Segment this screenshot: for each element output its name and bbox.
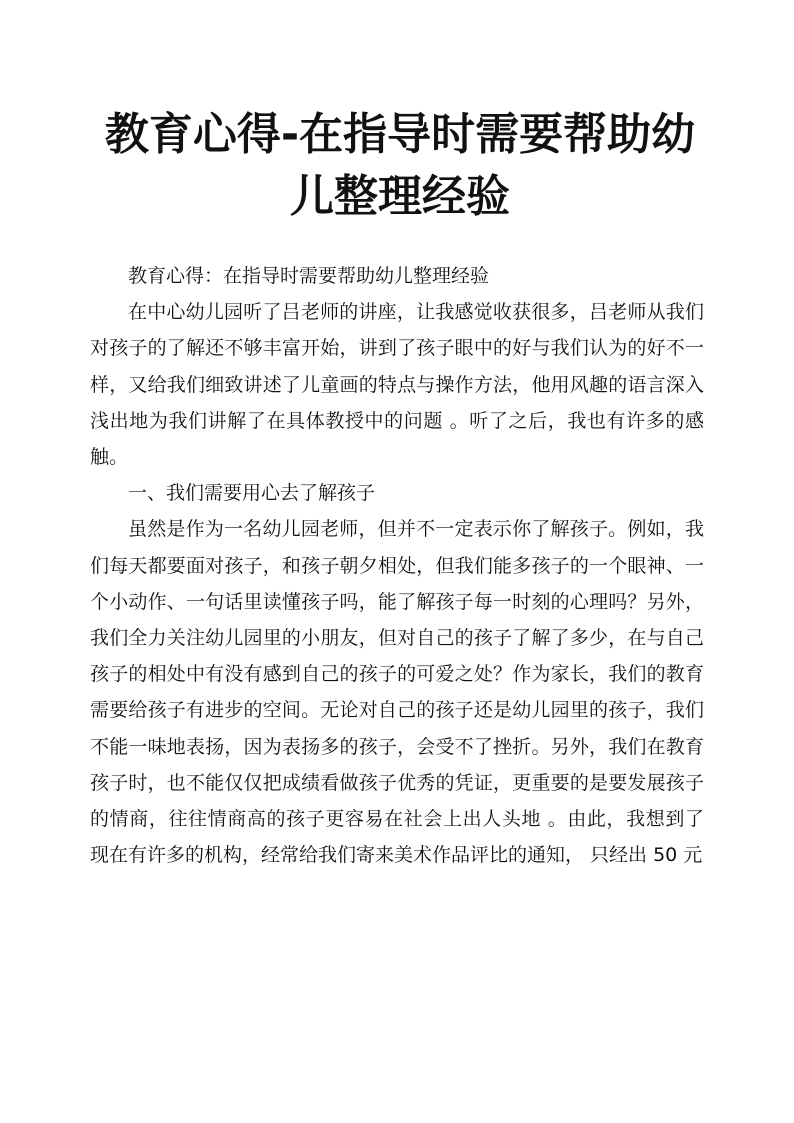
paragraph-intro: 在中心幼儿园听了吕老师的讲座，让我感觉收获很多，吕老师从我们对孩子的了解还不够丰富开始，讲到了孩子眼中的好与我们认为的好不一样，又给我们细致讲述了儿童画的特点与操作方法，他用风趣的语言深入浅出地为我们讲解了在具体教授中的问题 。听了之后，我也有许多的感触。 [90,301,704,469]
document-body [90,258,704,873]
document-title: 教育心得-在指导时需要帮助幼儿整理经验 [104,109,696,222]
section-heading: 一、我们需要用心去了解孩子 [128,482,376,505]
paragraph-section-one: 虽然是作为一名幼儿园老师，但并不一定表示你了解孩子。例如，我们每天都要面对孩子，和孩子朝夕相处，但我们能多孩子的一个眼神、一个小动作、一句话里读懂孩子吗，能了解孩子每一时刻的心理吗？另外，我们全力关注幼儿园里的小朋友，但对自己的孩子了解了多少，在与自己孩子的相处中有没有感到自己的孩子的可爱之处？作为家长，我们的教育需要给孩子有进步的空间。无论对自己的孩子还是幼儿园里的孩子，我们不能一味地表扬，因为表扬多的孩子，会受不了挫折。另外，我们在教育孩子时，也不能仅仅把成绩看做孩子优秀的凭证，更重要的是要发展孩子的情商，往往情商高的孩子更容易在社会上出人头地 。由此，我想到了现在有许多的机构，经常给我们寄来美术作品评比的通知， 只经出 50 元 [90,518,704,867]
paragraph-subtitle: 教育心得：在指导时需要帮助幼儿整理经验 [128,265,490,287]
